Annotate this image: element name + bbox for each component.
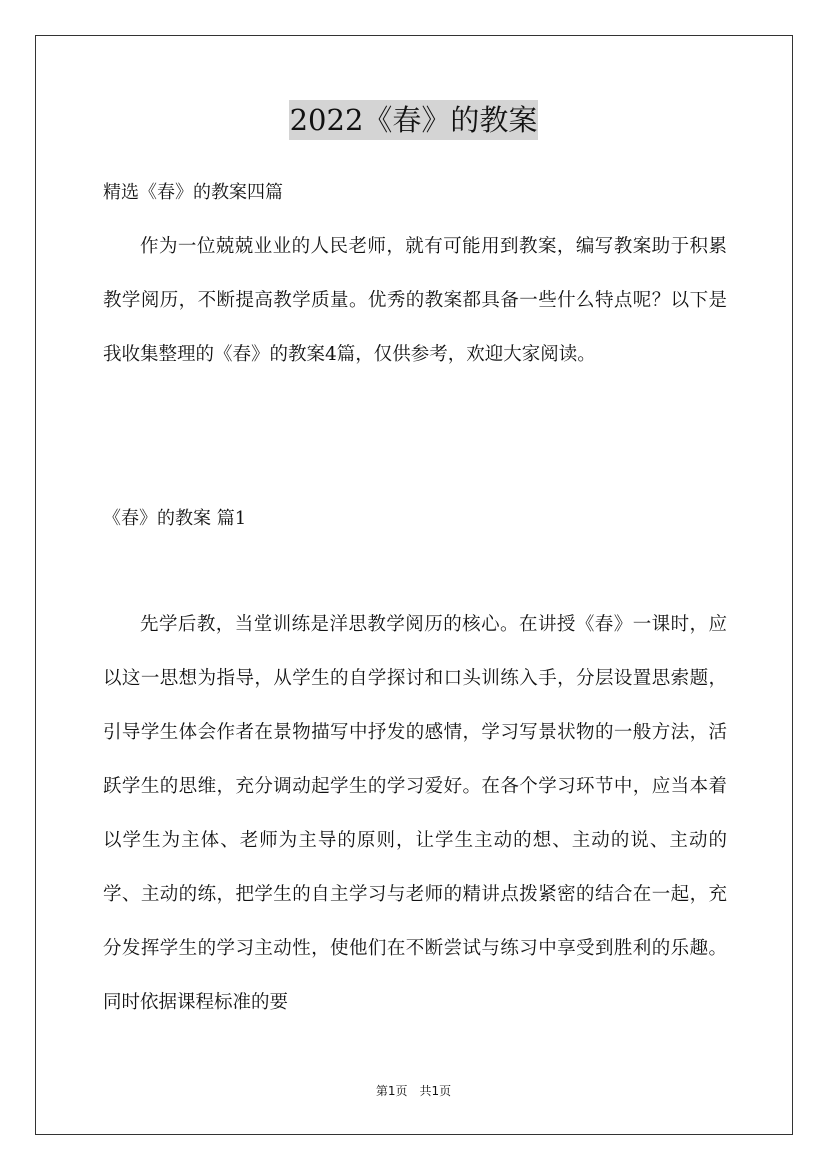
intro-paragraph: 作为一位兢兢业业的人民老师，就有可能用到教案，编写教案助于积累教学阅历，不断提高教学质量。优秀的教案都具备一些什么特点呢？以下是我收集整理的《春》的教案4篇，仅供参考，欢迎大家阅读。: [103, 236, 727, 365]
body-paragraph: 先学后教，当堂训练是洋思教学阅历的核心。在讲授《春》一课时，应以这一思想为指导，从学生的自学探讨和口头训练入手，分层设置思索题，引导学生体会作者在景物描写中抒发的感情，学习写景状物的一般方法，活跃学生的思维，充分调动起学生的学习爱好。在各个学习环节中，应当本着以学生为主体、老师为主导的原则，让学生主动的想、主动的说、主动的学、主动的练，把学生的自主学习与老师的精讲点拨紧密的结合在一起，充分发挥学生的学习主动性，使他们在不断尝试与练习中享受到胜利的乐趣。同时依据课程标准的要: [103, 614, 727, 1013]
section-heading: 《春》的教案 篇1: [103, 508, 247, 529]
title-container: [0, 100, 827, 140]
document-title: 2022《春》的教案: [289, 100, 539, 140]
page-footer: 第1页 共1页: [375, 1084, 452, 1098]
document-subtitle: 精选《春》的教案四篇: [103, 182, 283, 203]
